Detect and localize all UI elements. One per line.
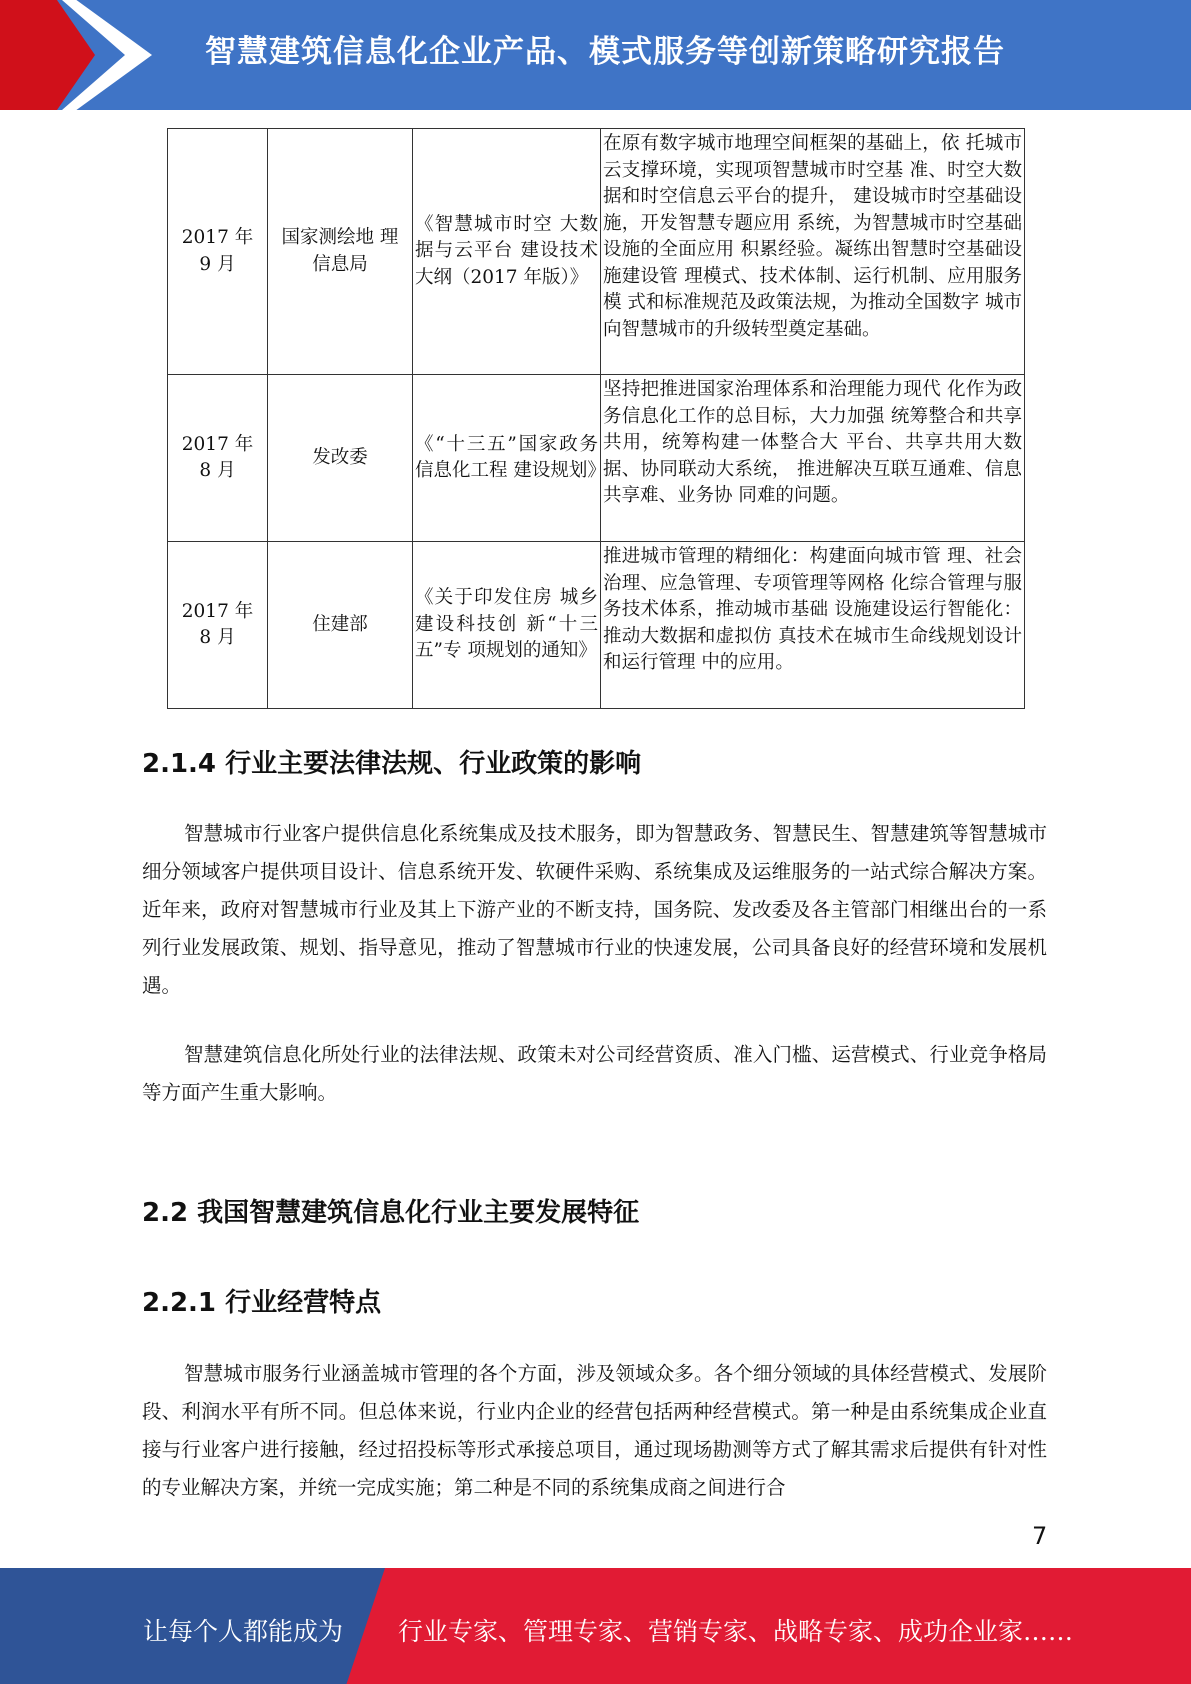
document-cell: 《关于印发住房 城乡建设科技创 新“十三五”专 项规划的通知》 — [413, 542, 601, 709]
table-row — [168, 375, 1025, 542]
org-cell: 国家测绘地 理 信息局 — [268, 129, 413, 375]
footer-slogan-left: 让每个人都能成为 — [143, 1617, 344, 1646]
section-heading-2-2: 2.2 我国智慧建筑信息化行业主要发展特征 — [142, 1198, 640, 1228]
date-cell: 2017 年 9 月 — [168, 129, 268, 375]
page-number: 7 — [1032, 1522, 1048, 1550]
document-cell: 《智慧城市时空 大数据与云平台 建设技术大纲（2017 年版）》 — [413, 129, 601, 375]
org-cell: 住建部 — [268, 542, 413, 709]
page-footer — [0, 1568, 1191, 1684]
date-cell: 2017 年 8 月 — [168, 375, 268, 542]
description-cell: 坚持把推进国家治理体系和治理能力现代 化作为政务信息化工作的总目标，大力加强 统筹整合和共享共用，统筹构建一体整合大 平台、共享共用大数据、协同联动大系统， 推进解决互联互通难、信息共享难、业务协 同难的问题。 — [601, 375, 1025, 542]
description-cell: 在原有数字城市地理空间框架的基础上，依 托城市云支撑环境，实现项智慧城市时空基 准、时空大数据和时空信息云平台的提升， 建设城市时空基础设施，开发智慧专题应用 系统，为智慧城市时空基础设施的全面应用 积累经验。凝练出智慧时空基础设施建设管 理模式、技术体制、运行机制、应用服务模 式和标准规范及政策法规，为推动全国数字 城市向智慧城市的升级转型奠定基础。 — [601, 129, 1025, 375]
header-red-arrow — [0, 0, 95, 110]
document-cell: 《“十三五”国家政务信息化工程 建设规划》 — [413, 375, 601, 542]
table-row — [168, 542, 1025, 709]
report-title: 智慧建筑信息化企业产品、模式服务等创新策略研究报告 — [205, 34, 1005, 70]
description-cell: 推进城市管理的精细化：构建面向城市管 理、社会治理、应急管理、专项管理等网格 化综合管理与服务技术体系，推动城市基础 设施建设运行智能化：推动大数据和虚拟仿 真技术在城市生命线规划设计和运行管理 中的应用。 — [601, 542, 1025, 709]
paragraph: 智慧建筑信息化所处行业的法律法规、政策未对公司经营资质、准入门槛、运营模式、行业竞争格局等方面产生重大影响。 — [142, 1043, 1047, 1104]
table-row — [168, 129, 1025, 375]
paragraph: 智慧城市服务行业涵盖城市管理的各个方面，涉及领域众多。各个细分领域的具体经营模式、发展阶段、利润水平有所不同。但总体来说，行业内企业的经营包括两种经营模式。第一种是由系统集成企业直接与行业客户进行接触，经过招投标等形式承接总项目，通过现场勘测等方式了解其需求后提供有针对性的专业解决方案，并统一完成实施；第二种是不同的系统集成商之间进行合 — [142, 1362, 1047, 1499]
section-heading-2-2-1: 2.2.1 行业经营特点 — [142, 1288, 382, 1318]
section-heading-2-1-4: 2.1.4 行业主要法律法规、行业政策的影响 — [142, 749, 642, 779]
page-header — [0, 0, 1191, 110]
policy-table — [167, 128, 1025, 709]
date-cell: 2017 年 8 月 — [168, 542, 268, 709]
org-cell: 发改委 — [268, 375, 413, 542]
paragraph: 智慧城市行业客户提供信息化系统集成及技术服务，即为智慧政务、智慧民生、智慧建筑等智慧城市细分领域客户提供项目设计、信息系统开发、软硬件采购、系统集成及运维服务的一站式综合解决方案。近年来，政府对智慧城市行业及其上下游产业的不断支持，国务院、发改委及各主管部门相继出台的一系列行业发展政策、规划、指导意见，推动了智慧城市行业的快速发展，公司具备良好的经营环境和发展机遇。 — [142, 822, 1047, 997]
footer-slogan-right: 行业专家、管理专家、营销专家、战略专家、成功企业家…… — [398, 1617, 1074, 1646]
